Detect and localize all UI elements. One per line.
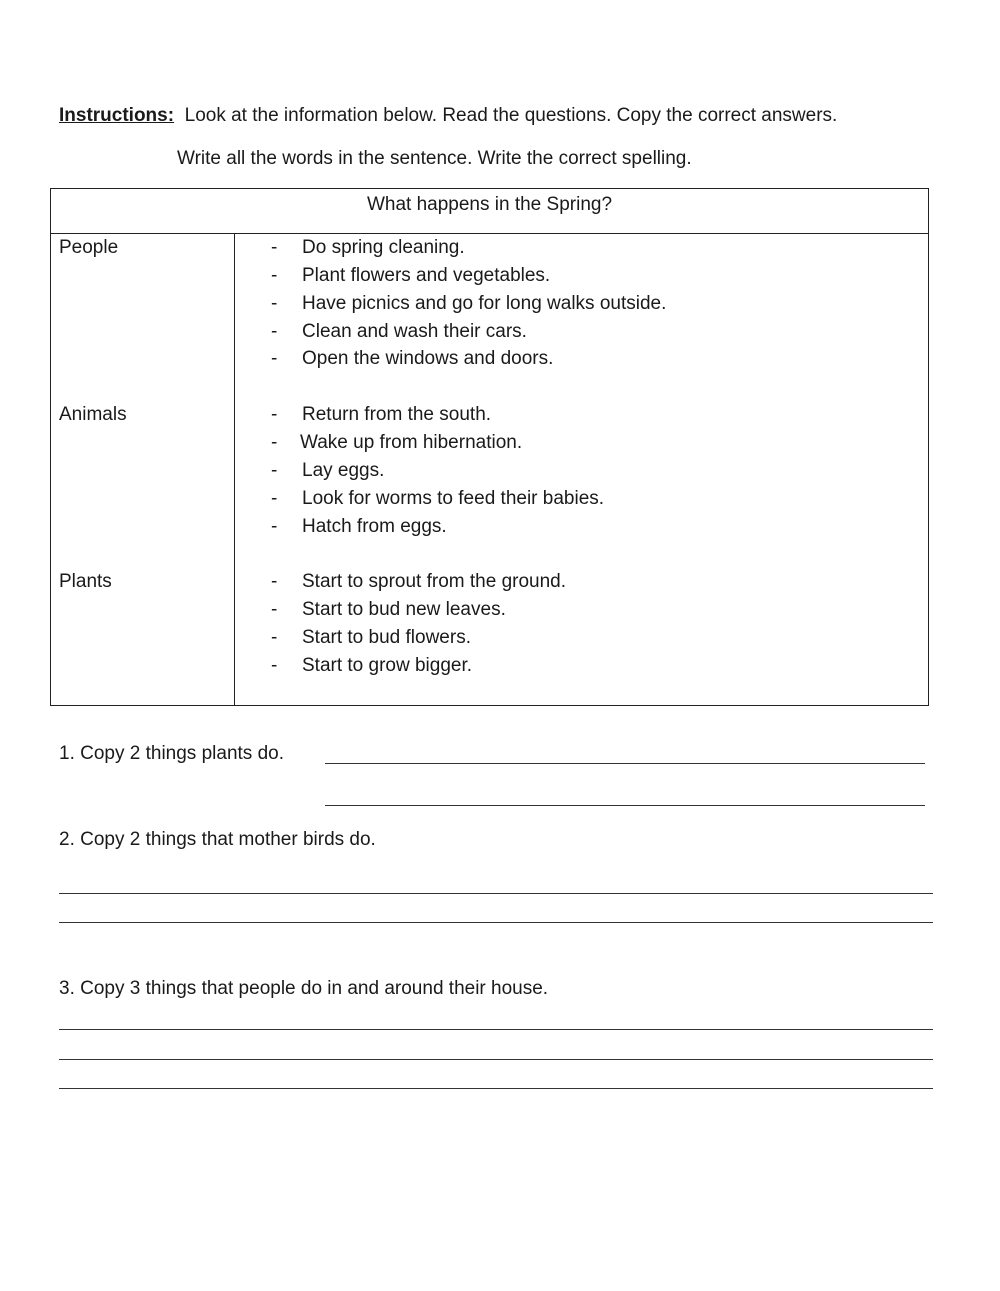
instructions-line-1 [59,106,837,125]
list-item: Lay eggs. [302,460,385,481]
bullet: - [271,571,278,592]
answer-line-q1-1[interactable] [325,763,925,764]
bullet: - [271,516,278,537]
list-item: Hatch from eggs. [302,516,447,537]
instructions-line-2: Write all the words in the sentence. Write the correct spelling. [177,148,692,169]
list-item: Start to sprout from the ground. [302,571,567,592]
list-item: Start to grow bigger. [302,655,473,676]
answer-line-q2-1[interactable] [59,893,933,894]
list-item: Plant flowers and vegetables. [302,265,551,286]
bullet: - [271,348,278,369]
list-item: Do spring cleaning. [302,237,465,258]
bullet: - [271,655,278,676]
instructions-label: Instructions: [59,105,175,126]
answer-line-q3-1[interactable] [59,1029,933,1030]
list-item: Open the windows and doors. [302,348,554,369]
bullet: - [271,237,278,258]
bullet: - [271,265,278,286]
category-label-people: People [59,237,119,258]
question-1: 1. Copy 2 things plants do. [59,743,284,764]
bullet: - [271,627,278,648]
table-header-divider [51,233,928,234]
list-item: Look for worms to feed their babies. [302,488,605,509]
answer-line-q2-2[interactable] [59,922,933,923]
bullet: - [271,460,278,481]
list-item: Wake up from hibernation. [300,432,523,453]
list-item: Start to bud new leaves. [302,599,506,620]
list-item: Return from the south. [302,404,492,425]
bullet: - [271,432,278,453]
bullet: - [271,321,278,342]
list-item: Start to bud flowers. [302,627,471,648]
bullet: - [271,293,278,314]
answer-line-q3-2[interactable] [59,1059,933,1060]
list-item: Clean and wash their cars. [302,321,527,342]
bullet: - [271,599,278,620]
table-title: What happens in the Spring? [366,194,613,215]
spring-info-table [50,188,929,706]
list-item: Have picnics and go for long walks outside. [302,293,667,314]
question-2: 2. Copy 2 things that mother birds do. [59,829,376,850]
answer-line-q1-2[interactable] [325,805,925,806]
category-label-plants: Plants [59,571,112,592]
instructions-text-1: Look at the information below. Read the questions. Copy the correct answers. [184,105,838,126]
table-column-divider [234,233,235,705]
category-label-animals: Animals [59,404,127,425]
answer-line-q3-3[interactable] [59,1088,933,1089]
bullet: - [271,488,278,509]
bullet: - [271,404,278,425]
question-3: 3. Copy 3 things that people do in and around their house. [59,978,549,999]
